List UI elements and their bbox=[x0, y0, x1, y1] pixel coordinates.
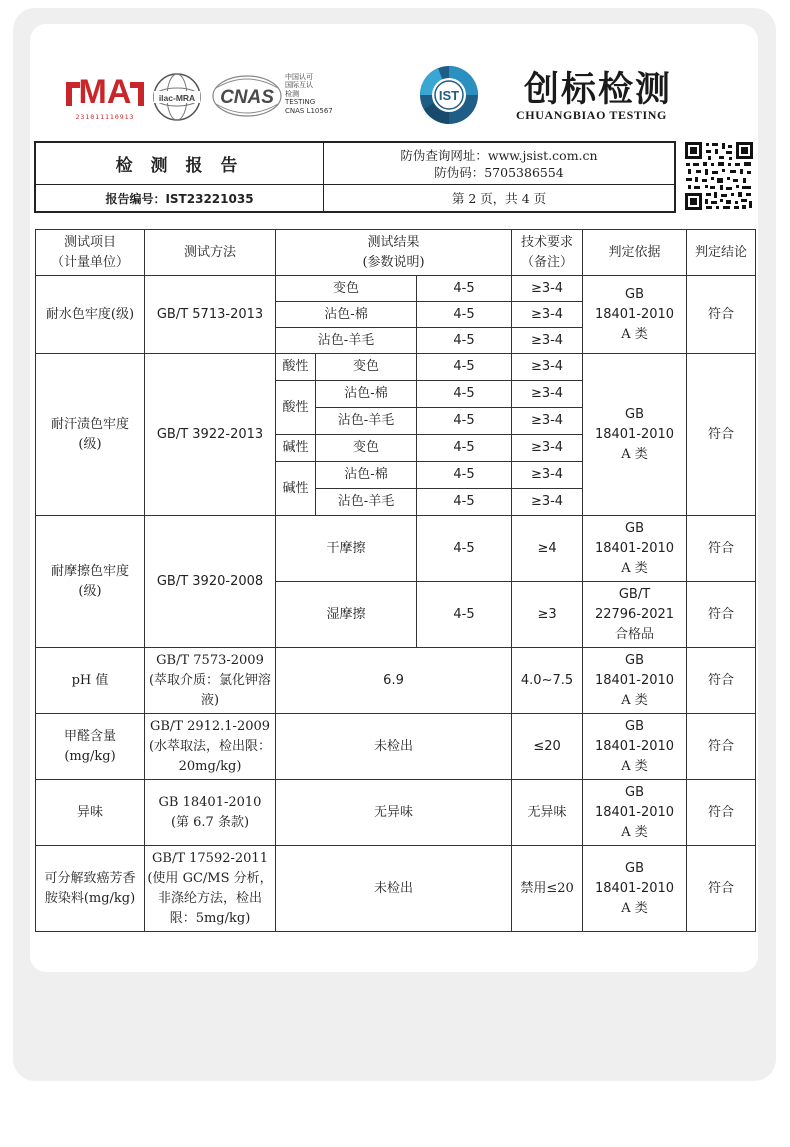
conclusion-cell: 符合 bbox=[687, 276, 756, 354]
item-cell: 耐水色牢度(级) bbox=[36, 276, 145, 354]
table-row bbox=[36, 846, 756, 932]
report-title: 检 测 报 告 bbox=[36, 143, 324, 185]
item-cell: 甲醛含量 (mg/kg) bbox=[36, 714, 145, 780]
header-basis: 判定依据 bbox=[583, 230, 687, 276]
method-cell: GB/T 17592-2011 (使用 GC/MS 分析， 非涤纶方法，检出 限：5mg/kg) bbox=[145, 846, 276, 932]
table-row bbox=[36, 276, 756, 302]
anti-fake-code: 防伪码：5705386554 bbox=[434, 164, 564, 180]
value-cell: 4-5 bbox=[417, 516, 512, 582]
value-cell: 4-5 bbox=[417, 276, 512, 302]
item-cell: 异味 bbox=[36, 780, 145, 846]
basis-cell: GB 18401-2010 A 类 bbox=[583, 354, 687, 516]
method-cell: GB/T 3920-2008 bbox=[145, 516, 276, 648]
value-cell: 4-5 bbox=[417, 582, 512, 648]
basis-cell: GB 18401-2010 A 类 bbox=[583, 714, 687, 780]
cnas-caption: 中国认可 国际互认 检测 TESTING CNAS L10567 bbox=[285, 73, 333, 115]
alkaline-label: 碱性 bbox=[276, 435, 316, 462]
req-cell: 4.0~7.5 bbox=[512, 648, 583, 714]
item-cell: 耐汗渍色牢度 (级) bbox=[36, 354, 145, 516]
req-cell: ≥3 bbox=[512, 582, 583, 648]
param-cell: 沾色-羊毛 bbox=[316, 408, 417, 435]
param-cell: 沾色-棉 bbox=[276, 302, 417, 328]
acid-label: 酸性 bbox=[276, 381, 316, 435]
param-cell: 沾色-棉 bbox=[316, 381, 417, 408]
conclusion-cell: 符合 bbox=[687, 516, 756, 582]
req-cell: ≥3-4 bbox=[512, 328, 583, 354]
item-cell: 耐摩擦色牢度 (级) bbox=[36, 516, 145, 648]
req-cell: 禁用≤20 bbox=[512, 846, 583, 932]
header-conclusion: 判定结论 bbox=[687, 230, 756, 276]
value-cell: 4-5 bbox=[417, 354, 512, 381]
param-cell: 干摩擦 bbox=[276, 516, 417, 582]
basis-cell: GB 18401-2010 A 类 bbox=[583, 846, 687, 932]
cnas-logo-icon bbox=[210, 74, 284, 118]
req-cell: ≤20 bbox=[512, 714, 583, 780]
conclusion-cell: 符合 bbox=[687, 582, 756, 648]
result-cell: 无异味 bbox=[276, 780, 512, 846]
ist-logo-icon bbox=[418, 64, 480, 126]
conclusion-cell: 符合 bbox=[687, 846, 756, 932]
conclusion-cell: 符合 bbox=[687, 780, 756, 846]
value-cell: 4-5 bbox=[417, 328, 512, 354]
param-cell: 沾色-棉 bbox=[316, 462, 417, 489]
result-cell: 未检出 bbox=[276, 714, 512, 780]
ilac-logo-text: ilac-MRA bbox=[158, 93, 196, 103]
param-cell: 变色 bbox=[316, 354, 417, 381]
header-requirement: 技术要求 （备注） bbox=[512, 230, 583, 276]
conclusion-cell: 符合 bbox=[687, 648, 756, 714]
report-number: 报告编号：IST23221035 bbox=[36, 185, 324, 211]
conclusion-cell: 符合 bbox=[687, 354, 756, 516]
cma-number: 231011110913 bbox=[75, 113, 135, 121]
value-cell: 4-5 bbox=[417, 462, 512, 489]
value-cell: 4-5 bbox=[417, 381, 512, 408]
method-cell: GB 18401-2010 (第 6.7 条款) bbox=[145, 780, 276, 846]
header-result: 测试结果 (参数说明) bbox=[276, 230, 512, 276]
value-cell: 4-5 bbox=[417, 302, 512, 328]
value-cell: 4-5 bbox=[417, 489, 512, 516]
header-method: 测试方法 bbox=[145, 230, 276, 276]
req-cell: ≥3-4 bbox=[512, 435, 583, 462]
table-header-row bbox=[36, 230, 756, 276]
method-cell: GB/T 2912.1-2009 (水萃取法，检出限： 20mg/kg) bbox=[145, 714, 276, 780]
qr-code-icon bbox=[684, 141, 754, 211]
basis-cell: GB 18401-2010 A 类 bbox=[583, 648, 687, 714]
req-cell: ≥3-4 bbox=[512, 489, 583, 516]
page-info: 第 2 页，共 4 页 bbox=[451, 191, 547, 206]
item-cell: pH 值 bbox=[36, 648, 145, 714]
req-cell: ≥3-4 bbox=[512, 354, 583, 381]
cma-logo-text: MA bbox=[78, 73, 132, 111]
param-cell: 沾色-羊毛 bbox=[316, 489, 417, 516]
table-row bbox=[36, 714, 756, 780]
method-cell: GB/T 5713-2013 bbox=[145, 276, 276, 354]
cma-logo-icon bbox=[60, 70, 150, 124]
basis-cell: GB/T 22796-2021 合格品 bbox=[583, 582, 687, 648]
req-cell: 无异味 bbox=[512, 780, 583, 846]
req-cell: ≥3-4 bbox=[512, 302, 583, 328]
table-row bbox=[36, 516, 756, 582]
query-url: 防伪查询网址：www.jsist.com.cn bbox=[400, 147, 598, 163]
req-cell: ≥3-4 bbox=[512, 408, 583, 435]
test-results-table bbox=[35, 229, 756, 932]
alkaline-label: 碱性 bbox=[276, 462, 316, 516]
ilac-mra-logo-icon bbox=[150, 72, 204, 122]
ist-logo-text: IST bbox=[438, 88, 460, 103]
param-cell: 湿摩擦 bbox=[276, 582, 417, 648]
req-cell: ≥3-4 bbox=[512, 276, 583, 302]
brand-name-cn: 创标检测 bbox=[524, 69, 673, 110]
acid-label: 酸性 bbox=[276, 354, 316, 381]
req-cell: ≥3-4 bbox=[512, 462, 583, 489]
value-cell: 4-5 bbox=[417, 435, 512, 462]
header-item: 测试项目 （计量单位） bbox=[36, 230, 145, 276]
result-cell: 未检出 bbox=[276, 846, 512, 932]
basis-cell: GB 18401-2010 A 类 bbox=[583, 276, 687, 354]
cnas-logo-text: CNAS bbox=[220, 87, 274, 108]
result-cell: 6.9 bbox=[276, 648, 512, 714]
table-row bbox=[36, 648, 756, 714]
req-cell: ≥4 bbox=[512, 516, 583, 582]
param-cell: 变色 bbox=[276, 276, 417, 302]
value-cell: 4-5 bbox=[417, 408, 512, 435]
basis-cell: GB 18401-2010 A 类 bbox=[583, 780, 687, 846]
item-cell: 可分解致癌芳香 胺染料(mg/kg) bbox=[36, 846, 145, 932]
anti-fake-info bbox=[324, 143, 674, 185]
method-cell: GB/T 3922-2013 bbox=[145, 354, 276, 516]
basis-cell: GB 18401-2010 A 类 bbox=[583, 516, 687, 582]
conclusion-cell: 符合 bbox=[687, 714, 756, 780]
method-cell: GB/T 7573-2009 (萃取介质：氯化钾溶 液) bbox=[145, 648, 276, 714]
req-cell: ≥3-4 bbox=[512, 381, 583, 408]
brand-name-en: CHUANGBIAO TESTING bbox=[516, 108, 667, 122]
report-header bbox=[34, 141, 676, 213]
param-cell: 沾色-羊毛 bbox=[276, 328, 417, 354]
table-row bbox=[36, 354, 756, 381]
table-row bbox=[36, 780, 756, 846]
param-cell: 变色 bbox=[316, 435, 417, 462]
